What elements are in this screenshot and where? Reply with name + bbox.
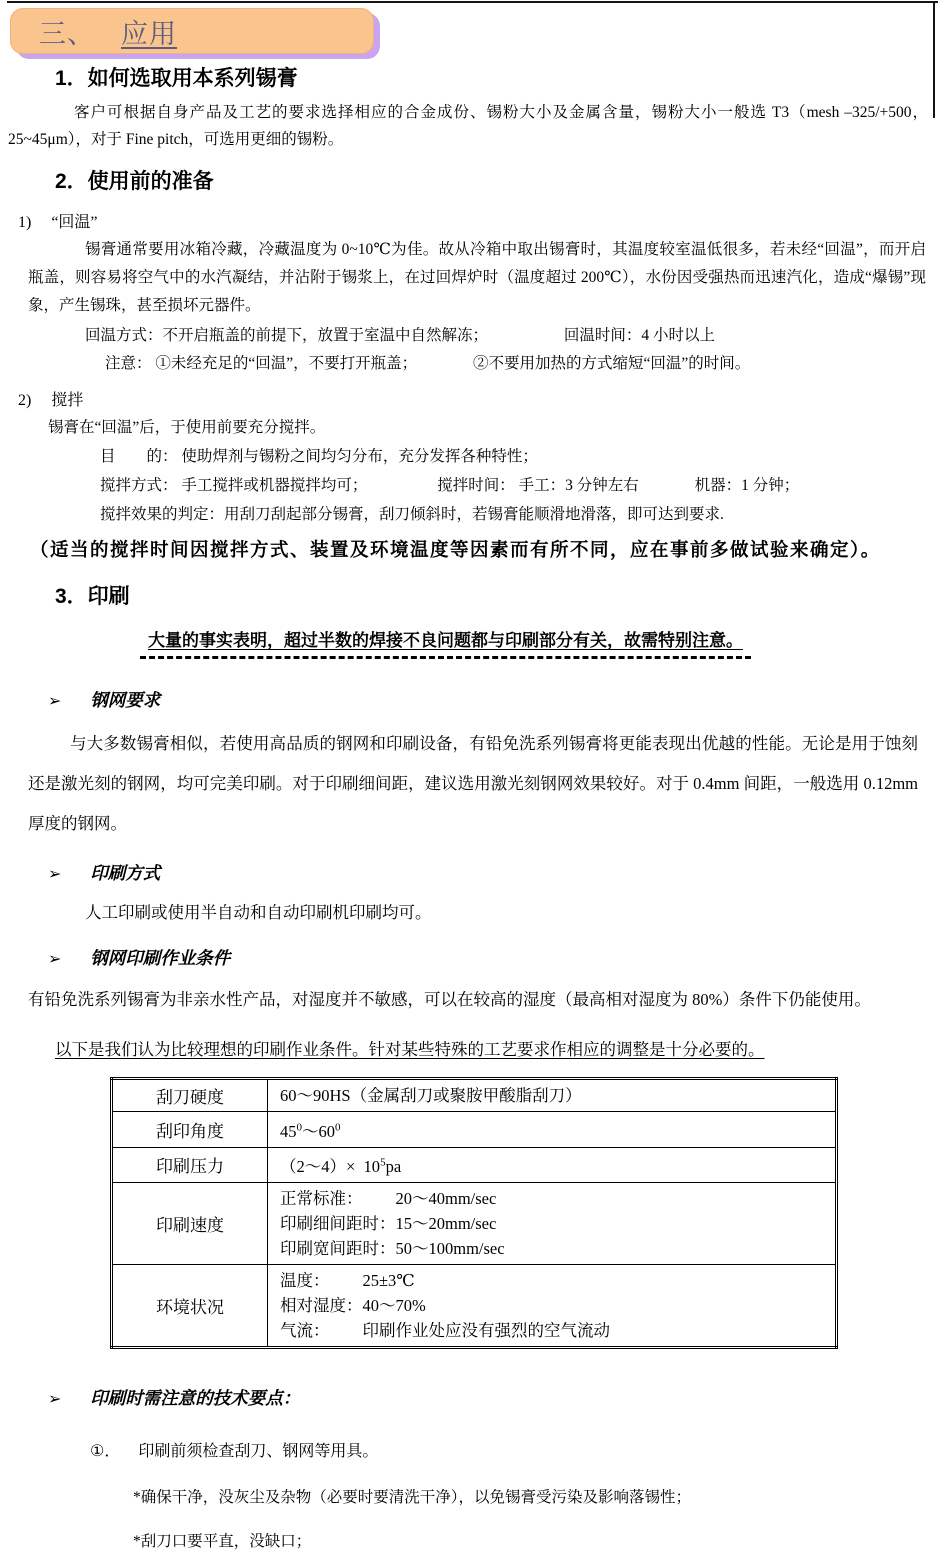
- row-label-squeegee-hardness: 刮刀硬度: [112, 1079, 268, 1112]
- banner-section-number: 三、: [39, 18, 95, 49]
- table-row: [112, 1183, 837, 1265]
- row-label-print-speed: 印刷速度: [112, 1183, 268, 1265]
- tech-point-1-number: ①．: [90, 1443, 121, 1460]
- reheat-title: “回温”: [51, 214, 98, 231]
- reheat-time-text: 回温时间：4 小时以上: [563, 327, 716, 344]
- list-item-reheat: [18, 209, 940, 232]
- page-top-rule: [7, 1, 938, 3]
- tech-points-title: 印刷时需注意的技术要点：: [90, 1388, 301, 1408]
- banner-section-title: 应用: [121, 18, 177, 49]
- heading-preparation: 2．使用前的准备: [55, 170, 214, 193]
- reheat-note-1: ①未经充足的“回温”，不要打开瓶盖；: [155, 355, 418, 372]
- line-stir-judge: 搅拌效果的判定：用刮刀刮起部分锡膏，刮刀倾斜时，若锡膏能顺滑地滑落，即可达到要求.: [100, 506, 724, 523]
- tech-point-1-sub-blade: *刮刀口要平直，没缺口；: [133, 1533, 312, 1550]
- pressure-superscript: 5: [380, 1156, 386, 1169]
- stir-method-text: 搅拌方式： 手工搅拌或机器搅拌均可；: [100, 477, 368, 494]
- environment-airflow: 气流： 印刷作业处应没有强烈的空气流动: [280, 1321, 610, 1340]
- angle-superscript: 0: [335, 1121, 341, 1133]
- stencil-requirements-title: 钢网要求: [90, 690, 161, 710]
- angle-mid: ～60: [302, 1121, 335, 1141]
- row-label-print-pressure: 印刷压力: [112, 1147, 268, 1183]
- cell-print-speed: [268, 1183, 837, 1265]
- printing-slogan-text: 大量的事实表明，超过半数的焊接不良问题都与印刷部分有关，故需特别注意。: [140, 626, 751, 659]
- page-title-banner: [10, 8, 374, 54]
- cell-print-pressure: [268, 1147, 837, 1183]
- line-reheat-method: [85, 323, 940, 345]
- table-row: [112, 1147, 837, 1183]
- line-stir-purpose: 目 的： 使助焊剂与锡粉之间均匀分布，充分发挥各种特性；: [100, 448, 538, 465]
- line-reheat-note: [105, 351, 940, 373]
- print-speed-fine-pitch: 印刷细间距时：15～20mm/sec: [280, 1214, 497, 1233]
- squeegee-hardness-value: 60～90HS（金属刮刀或聚胺甲酸脂刮刀）: [280, 1086, 582, 1105]
- table-row: [112, 1079, 837, 1112]
- arrow-bullet-icon: ➢: [48, 1391, 62, 1408]
- para-print-conditions: 有铅免洗系列锡膏为非亲水性产品，对湿度并不敏感，可以在较高的湿度（最高相对湿度为 80%）条件下仍能使用。: [28, 990, 871, 1009]
- environment-temperature: 温度： 25±3℃: [280, 1271, 415, 1290]
- print-conditions-title: 钢网印刷作业条件: [90, 948, 231, 968]
- line-stir-method: [100, 473, 940, 495]
- print-method-title: 印刷方式: [90, 863, 161, 883]
- print-pressure-value: [280, 1157, 401, 1176]
- stir-machine-text: 机器：1 分钟；: [694, 477, 800, 494]
- tech-point-1-text: 印刷前须检查刮刀、钢网等用具。: [138, 1443, 379, 1460]
- tech-point-1: [90, 1438, 940, 1461]
- stir-number: 2): [18, 392, 32, 409]
- para-paste-selection: 客户可根据自身产品及工艺的要求选择相应的合金成份、锡粉大小及金属含量，锡粉大小一般选 T3（mesh –325/+500，25~45μm），对于 Fine pitch，可选用更细的锡粉。: [8, 104, 928, 148]
- reheat-method-text: 回温方式：不开启瓶盖的前提下，放置于室温中自然解冻；: [85, 327, 489, 344]
- para-reheat-body: 锡膏通常要用冰箱冷藏，冷藏温度为 0~10℃为佳。故从冷箱中取出锡膏时，其温度较室温低很多，若未经“回温”，而开启瓶盖，则容易将空气中的水汽凝结，并沾附于锡浆上，在过回焊炉时（温度超过 200℃），水份因受强热而迅速汽化，造成“爆锡”现象，产生锡珠，甚至损坏元器件。: [28, 241, 926, 314]
- printing-slogan: [140, 626, 940, 659]
- bullet-stencil-requirements: [48, 687, 940, 712]
- cell-squeegee-hardness: [268, 1079, 837, 1112]
- bullet-print-method: [48, 860, 940, 885]
- stir-time-text: 搅拌时间： 手工：3 分钟左右: [437, 477, 639, 494]
- table-row: [112, 1265, 837, 1348]
- heading-select-paste: 1．如何选取用本系列锡膏: [55, 67, 298, 90]
- document-body: [0, 58, 940, 1551]
- environment-humidity: 相对湿度：40～70%: [280, 1296, 426, 1315]
- angle-base: 45: [280, 1121, 297, 1141]
- list-item-stir: [18, 387, 940, 410]
- pressure-unit: pa: [385, 1157, 402, 1176]
- row-label-print-angle: 刮印角度: [112, 1112, 268, 1148]
- spec-table-intro: 以下是我们认为比较理想的印刷作业条件。针对某些特殊的工艺要求作相应的调整是十分必要的。: [55, 1040, 765, 1059]
- tech-point-1-sub-clean: *确保干净，没灰尘及杂物（必要时要清洗干净），以免锡膏受污染及影响落锡性；: [133, 1489, 692, 1506]
- para-stir-note: （适当的搅拌时间因搅拌方式、装置及环境温度等因素而有所不同，应在事前多做试验来确定）。: [30, 539, 881, 560]
- reheat-number: 1): [18, 214, 32, 231]
- print-angle-value: [280, 1122, 341, 1141]
- arrow-bullet-icon: ➢: [48, 866, 62, 883]
- heading-printing: 3．印刷: [55, 585, 130, 608]
- bullet-print-conditions: [48, 945, 940, 970]
- print-speed-wide-pitch: 印刷宽间距时：50～100mm/sec: [280, 1239, 505, 1258]
- reheat-note-2: ②不要用加热的方式缩短“回温”的时间。: [473, 355, 751, 372]
- stir-title: 搅拌: [51, 392, 84, 409]
- cell-print-angle: [268, 1112, 837, 1148]
- arrow-bullet-icon: ➢: [48, 951, 62, 968]
- row-label-environment: 环境状况: [112, 1265, 268, 1348]
- print-conditions-table: [110, 1077, 838, 1349]
- para-stencil-requirements: 与大多数锡膏相似，若使用高品质的钢网和印刷设备，有铅免洗系列锡膏将更能表现出优越的性能。无论是用于蚀刻还是激光刻的钢网，均可完美印刷。对于印刷细间距，建议选用激光刻钢网效果较好。对于 0.4mm 间距，一般选用 0.12mm 厚度的钢网。: [28, 734, 918, 833]
- line-stir-intro: 锡膏在“回温”后，于使用前要充分搅拌。: [48, 419, 326, 436]
- table-row: [112, 1112, 837, 1148]
- reheat-note-label: 注意：: [105, 355, 152, 372]
- cell-environment: [268, 1265, 837, 1348]
- bullet-tech-points: [48, 1385, 940, 1410]
- arrow-bullet-icon: ➢: [48, 693, 62, 710]
- print-speed-normal: 正常标准： 20～40mm/sec: [280, 1189, 497, 1208]
- para-print-method: 人工印刷或使用半自动和自动印刷机印刷均可。: [85, 903, 432, 922]
- angle-superscript: 0: [296, 1121, 302, 1133]
- pressure-base: （2～4）× 10: [280, 1157, 381, 1176]
